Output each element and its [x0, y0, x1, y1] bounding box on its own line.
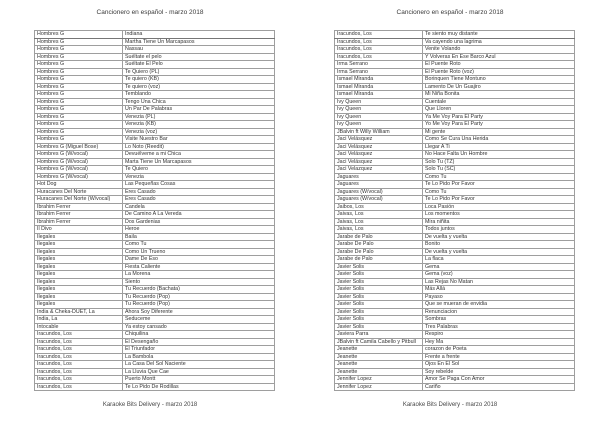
page-footer: Karaoke Bits Delivery - marzo 2018 — [102, 402, 198, 408]
song-cell: Soy rebelde — [423, 368, 575, 376]
table-row — [335, 91, 575, 99]
song-cell: Siento — [123, 278, 275, 286]
artist-cell: Ivy Queen — [335, 113, 423, 121]
table-row — [35, 316, 275, 324]
artist-cell: Hombres G — [35, 53, 123, 61]
table-row — [35, 196, 275, 204]
table-row — [35, 263, 275, 271]
table-row — [335, 68, 575, 76]
table-row — [35, 346, 275, 354]
table-row — [35, 248, 275, 256]
artist-cell: Jaci Velásquez — [335, 151, 423, 159]
artist-cell: Hombres G — [35, 38, 123, 46]
song-cell: Las Pequeñas Cosas — [123, 181, 275, 189]
table-row — [335, 46, 575, 54]
song-cell: Marta Tiene Un Marcapasos — [123, 158, 275, 166]
song-cell: La flaca — [423, 256, 575, 264]
song-cell: Ahora Soy Diferente — [123, 308, 275, 316]
artist-cell: Jaivas, Los — [335, 226, 423, 234]
song-cell: Te Lo Pido De Rodillas — [123, 383, 275, 391]
artist-cell: Ilegales — [35, 233, 123, 241]
table-row — [35, 271, 275, 279]
table-row — [335, 173, 575, 181]
table-row — [35, 91, 275, 99]
table-row — [35, 188, 275, 196]
table-row — [35, 286, 275, 294]
song-cell: Baila — [123, 233, 275, 241]
song-cell: Como Tu — [123, 241, 275, 249]
table-row — [335, 241, 575, 249]
table-row — [335, 278, 575, 286]
song-cell: Lamento De Un Guajiro — [423, 83, 575, 91]
table-row — [335, 286, 575, 294]
song-cell: Suéltate El Pelo — [123, 61, 275, 69]
artist-cell: Hombres G — [35, 31, 123, 39]
artist-cell: Ilegales — [35, 263, 123, 271]
table-row — [335, 203, 575, 211]
song-cell: Como Se Cura Una Herida — [423, 136, 575, 144]
table-row — [35, 226, 275, 234]
artist-cell: Irma Serrano — [335, 61, 423, 69]
artist-cell: Hombres G — [35, 128, 123, 136]
artist-cell: Ismael Miranda — [335, 83, 423, 91]
artist-cell: Javiera Parra — [335, 331, 423, 339]
song-cell: corazon de Poeta — [423, 346, 575, 354]
artist-cell: Iracundos, Los — [35, 346, 123, 354]
song-rows-1 — [35, 31, 275, 391]
artist-cell: Jaguares (W/vocal) — [335, 196, 423, 204]
table-row — [335, 128, 575, 136]
artist-cell: Jarabe De Palo — [335, 241, 423, 249]
song-cell: Respiro — [423, 331, 575, 339]
table-row — [35, 46, 275, 54]
artist-cell: Jaci Velásquez — [335, 136, 423, 144]
table-row — [335, 263, 575, 271]
song-cell: Dos Gardenias — [123, 218, 275, 226]
table-row — [335, 76, 575, 84]
song-cell: Solo Tu (SC) — [423, 166, 575, 174]
artist-cell: JBalvin ft Willy William — [335, 128, 423, 136]
song-cell: Tu Recuerdo (Bachata) — [123, 286, 275, 294]
song-cell: Lo Noto (Reedit) — [123, 143, 275, 151]
song-cell: Mi gente — [423, 128, 575, 136]
table-row — [335, 308, 575, 316]
song-cell: El Puente Roto (voz) — [423, 68, 575, 76]
table-row — [35, 256, 275, 264]
table-row — [335, 233, 575, 241]
artist-cell: Jaibos, Los — [335, 203, 423, 211]
song-cell: Mi Niña Bonita — [423, 91, 575, 99]
table-row — [35, 233, 275, 241]
song-cell: Chiquilina — [123, 331, 275, 339]
table-row — [35, 166, 275, 174]
artist-cell: Hombres G (W/vocal) — [35, 166, 123, 174]
table-row — [35, 293, 275, 301]
song-cell: Ojos En El Sol — [423, 361, 575, 369]
artist-cell: Iracundos, Los — [35, 376, 123, 384]
song-cell: Loca Pasión — [423, 203, 575, 211]
song-cell: Que se mueran de envidia — [423, 301, 575, 309]
artist-cell: Hombres G — [35, 91, 123, 99]
artist-cell: Ismael Miranda — [335, 91, 423, 99]
artist-cell: Ilegales — [35, 293, 123, 301]
song-cell: Tu Recuerdo (Pop) — [123, 301, 275, 309]
song-cell: Gema (voz) — [423, 271, 575, 279]
song-cell: Las Rejas No Matan — [423, 278, 575, 286]
song-table-page-1 — [34, 30, 275, 391]
artist-cell: Javier Solis — [335, 301, 423, 309]
artist-cell: Jaguares (W/vocal) — [335, 188, 423, 196]
artist-cell: Iracundos, Los — [335, 31, 423, 39]
song-cell: Te Quiero — [123, 166, 275, 174]
table-row — [335, 256, 575, 264]
artist-cell: Ilegales — [35, 241, 123, 249]
table-row — [35, 143, 275, 151]
artist-cell: Ilegales — [35, 256, 123, 264]
artist-cell: Il Divo — [35, 226, 123, 234]
table-row — [35, 68, 275, 76]
song-cell: Como Tu — [423, 188, 575, 196]
song-cell: Un Par De Palabras — [123, 106, 275, 114]
song-cell: Te siento muy distante — [423, 31, 575, 39]
artist-cell: Hombres G — [35, 98, 123, 106]
song-cell: Los momentos — [423, 211, 575, 219]
artist-cell: Jeanette — [335, 361, 423, 369]
table-row — [335, 121, 575, 129]
song-cell: Venite Volando — [423, 46, 575, 54]
artist-cell: Jaci Velazquez — [335, 166, 423, 174]
song-cell: Nassau — [123, 46, 275, 54]
song-cell: Frente a frente — [423, 353, 575, 361]
artist-cell: Hombres G — [35, 83, 123, 91]
table-row — [35, 308, 275, 316]
table-row — [335, 316, 575, 324]
song-cell: Ya Me Voy Para El Party — [423, 113, 575, 121]
table-row — [335, 106, 575, 114]
page-2 — [300, 0, 600, 424]
artist-cell: Hombres G (Miguel Bose) — [35, 143, 123, 151]
artist-cell: Hombres G (W/vocal) — [35, 158, 123, 166]
song-cell: Tengo Una Chica — [123, 98, 275, 106]
artist-cell: Ilegales — [35, 248, 123, 256]
song-cell: Devuélveme a mi Chica — [123, 151, 275, 159]
song-cell: Mira niñita — [423, 218, 575, 226]
table-row — [35, 98, 275, 106]
table-row — [335, 383, 575, 391]
table-row — [335, 331, 575, 339]
table-row — [35, 278, 275, 286]
table-row — [35, 151, 275, 159]
song-cell: No Hace Falta Un Hombre — [423, 151, 575, 159]
artist-cell: Javier Solis — [335, 323, 423, 331]
artist-cell: Jarabe De Palo — [335, 248, 423, 256]
page-header: Cancionero en español - marzo 2018 — [96, 9, 204, 16]
song-cell: Venezia — [123, 173, 275, 181]
song-cell: Te Lo Pido Por Favor — [423, 181, 575, 189]
table-row — [335, 143, 575, 151]
table-row — [35, 211, 275, 219]
artist-cell: Iracundos, Los — [35, 338, 123, 346]
artist-cell: Javier Solis — [335, 271, 423, 279]
table-row — [35, 128, 275, 136]
song-cell: Que Lloren — [423, 106, 575, 114]
artist-cell: Jennifer Lopez — [335, 383, 423, 391]
table-row — [335, 301, 575, 309]
song-cell: Seduceme — [123, 316, 275, 324]
artist-cell: Hombres G — [35, 68, 123, 76]
table-row — [35, 83, 275, 91]
artist-cell: Iracundos, Los — [335, 53, 423, 61]
table-row — [35, 301, 275, 309]
song-cell: La Casa Del Sol Naciente — [123, 361, 275, 369]
song-cell: Puerto Montt — [123, 376, 275, 384]
table-row — [335, 151, 575, 159]
artist-cell: Iracundos, Los — [35, 383, 123, 391]
artist-cell: Javier Solis — [335, 278, 423, 286]
artist-cell: Hombres G (W/vocal) — [35, 173, 123, 181]
song-cell: Temblando — [123, 91, 275, 99]
table-row — [335, 226, 575, 234]
song-cell: De vuelta y vuelta — [423, 233, 575, 241]
song-cell: Cuentale — [423, 98, 575, 106]
artist-cell: Javier Solis — [335, 263, 423, 271]
table-row — [335, 188, 575, 196]
song-cell: De vuelta y vuelta — [423, 248, 575, 256]
song-table-page-2 — [334, 30, 575, 391]
song-cell: El Puente Roto — [423, 61, 575, 69]
song-cell: Todos juntos — [423, 226, 575, 234]
song-cell: Tres Palabras — [423, 323, 575, 331]
song-cell: Va cayendo una lagrima — [423, 38, 575, 46]
song-cell: Solo Tu (TZ) — [423, 158, 575, 166]
song-cell: Cariño — [423, 383, 575, 391]
artist-cell: Hombres G — [35, 106, 123, 114]
artist-cell: India & Cheka-DUET, La — [35, 308, 123, 316]
song-cell: Venezia (voz) — [123, 128, 275, 136]
artist-cell: Jeanette — [335, 346, 423, 354]
artist-cell: Ilegales — [35, 271, 123, 279]
table-row — [335, 31, 575, 39]
table-row — [335, 376, 575, 384]
table-row — [35, 383, 275, 391]
artist-cell: Jarabe de Palo — [335, 233, 423, 241]
song-cell: La Lluvia Que Cae — [123, 368, 275, 376]
table-row — [35, 361, 275, 369]
artist-cell: Jaguares — [335, 181, 423, 189]
artist-cell: Hombres G — [35, 76, 123, 84]
song-cell: Venezia (KB) — [123, 121, 275, 129]
table-row — [335, 83, 575, 91]
song-cell: Renunciacion — [423, 308, 575, 316]
artist-cell: Iracundos, Los — [35, 368, 123, 376]
table-row — [35, 338, 275, 346]
table-row — [35, 136, 275, 144]
artist-cell: Ilegales — [35, 278, 123, 286]
table-row — [35, 323, 275, 331]
table-row — [335, 248, 575, 256]
artist-cell: Javier Solis — [335, 316, 423, 324]
artist-cell: Ismael Miranda — [335, 76, 423, 84]
artist-cell: Jeanette — [335, 368, 423, 376]
table-row — [35, 158, 275, 166]
artist-cell: JBalvin ft Camila Cabello y Pitbull — [335, 338, 423, 346]
table-row — [35, 376, 275, 384]
artist-cell: Jarabe de Palo — [335, 256, 423, 264]
table-row — [335, 293, 575, 301]
song-cell: Hey Ma — [423, 338, 575, 346]
song-cell: Gema — [423, 263, 575, 271]
song-cell: Venezia (PL) — [123, 113, 275, 121]
song-rows-2 — [335, 31, 575, 391]
artist-cell: India, La — [35, 316, 123, 324]
table-row — [335, 61, 575, 69]
song-cell: Martha Tiene Un Marcapasos — [123, 38, 275, 46]
song-cell: Ya estoy cansado — [123, 323, 275, 331]
table-row — [335, 353, 575, 361]
song-cell: Bonito — [423, 241, 575, 249]
artist-cell: Jennifer Lopez — [335, 376, 423, 384]
table-row — [335, 211, 575, 219]
artist-cell: Javier Solis — [335, 293, 423, 301]
artist-cell: Jaci Velásquez — [335, 158, 423, 166]
artist-cell: Jaivas, Los — [335, 218, 423, 226]
artist-cell: Iracundos, Los — [35, 353, 123, 361]
artist-cell: Ivy Queen — [335, 121, 423, 129]
song-cell: De Camino A La Vereda — [123, 211, 275, 219]
song-cell: El Triunfador — [123, 346, 275, 354]
artist-cell: Huracanes Del Norte (W/vocal) — [35, 196, 123, 204]
artist-cell: Hombres G — [35, 121, 123, 129]
table-row — [335, 361, 575, 369]
artist-cell: Ibrahim Ferrer — [35, 203, 123, 211]
song-cell: Sombras — [423, 316, 575, 324]
artist-cell: Irma Serrano — [335, 68, 423, 76]
artist-cell: Hombres G — [35, 136, 123, 144]
artist-cell: Ilegales — [35, 301, 123, 309]
song-cell: Payaso — [423, 293, 575, 301]
table-row — [335, 368, 575, 376]
table-row — [35, 173, 275, 181]
artist-cell: Iracundos, Los — [335, 46, 423, 54]
artist-cell: Jeanette — [335, 353, 423, 361]
song-cell: Y Volveras En Ese Barco Azul — [423, 53, 575, 61]
song-cell: Amor Se Paga Con Amor — [423, 376, 575, 384]
table-row — [335, 158, 575, 166]
song-cell: La Bambola — [123, 353, 275, 361]
table-row — [35, 53, 275, 61]
table-row — [35, 353, 275, 361]
table-row — [35, 203, 275, 211]
song-cell: Como Un Trueno — [123, 248, 275, 256]
table-row — [335, 38, 575, 46]
table-row — [335, 166, 575, 174]
song-cell: Indiana — [123, 31, 275, 39]
table-row — [35, 331, 275, 339]
artist-cell: Hombres G — [35, 61, 123, 69]
artist-cell: Ibrahim Ferrer — [35, 218, 123, 226]
song-cell: Suéltate el pelo — [123, 53, 275, 61]
song-cell: Eres Casado — [123, 188, 275, 196]
song-cell: Te Lo Pido Por Favor — [423, 196, 575, 204]
artist-cell: Hombres G — [35, 46, 123, 54]
song-cell: Te quiero (voz) — [123, 83, 275, 91]
artist-cell: Hombres G (W/vocal) — [35, 151, 123, 159]
table-row — [335, 271, 575, 279]
artist-cell: Javier Solis — [335, 308, 423, 316]
song-cell: El Desengaño — [123, 338, 275, 346]
song-cell: Eres Casado — [123, 196, 275, 204]
table-row — [35, 368, 275, 376]
song-cell: Como Tu — [423, 173, 575, 181]
artist-cell: Iracundos, Los — [35, 331, 123, 339]
table-row — [35, 106, 275, 114]
artist-cell: Hot Dog — [35, 181, 123, 189]
table-row — [335, 196, 575, 204]
song-cell: Visite Nuestro Bar — [123, 136, 275, 144]
table-row — [335, 181, 575, 189]
artist-cell: Jaivas, Los — [335, 211, 423, 219]
table-row — [35, 113, 275, 121]
artist-cell: Iracundos, Los — [335, 38, 423, 46]
song-cell: Más Allá — [423, 286, 575, 294]
table-row — [35, 181, 275, 189]
artist-cell: Ibrahim Ferrer — [35, 211, 123, 219]
song-cell: Tu Recuerdo (Pop) — [123, 293, 275, 301]
table-row — [35, 218, 275, 226]
song-cell: Te quiero (KB) — [123, 76, 275, 84]
table-row — [35, 121, 275, 129]
table-row — [335, 323, 575, 331]
song-cell: Yo Me Voy Para El Party — [423, 121, 575, 129]
artist-cell: Ivy Queen — [335, 98, 423, 106]
table-row — [35, 241, 275, 249]
table-row — [335, 346, 575, 354]
song-cell: Heroe — [123, 226, 275, 234]
table-row — [35, 76, 275, 84]
table-row — [35, 61, 275, 69]
artist-cell: Javier Solis — [335, 286, 423, 294]
song-cell: Fiesta Caliente — [123, 263, 275, 271]
table-row — [335, 98, 575, 106]
song-cell: Candela — [123, 203, 275, 211]
artist-cell: Ilegales — [35, 286, 123, 294]
song-cell: Te Quiero (PL) — [123, 68, 275, 76]
table-row — [35, 31, 275, 39]
table-row — [335, 113, 575, 121]
artist-cell: Huracanes Del Norte — [35, 188, 123, 196]
artist-cell: Ivy Queen — [335, 106, 423, 114]
song-cell: Llegar A Ti — [423, 143, 575, 151]
artist-cell: Intocable — [35, 323, 123, 331]
song-cell: La Morena — [123, 271, 275, 279]
table-row — [335, 218, 575, 226]
artist-cell: Jaci Velásquez — [335, 143, 423, 151]
table-row — [335, 338, 575, 346]
table-row — [35, 38, 275, 46]
table-row — [335, 136, 575, 144]
table-row — [335, 53, 575, 61]
artist-cell: Hombres G — [35, 113, 123, 121]
artist-cell: Jaguares — [335, 173, 423, 181]
artist-cell: Iracundos, Los — [35, 361, 123, 369]
page-footer: Karaoke Bits Delivery - marzo 2018 — [402, 402, 498, 408]
song-cell: Dame De Eso — [123, 256, 275, 264]
song-cell: Borinquen Tiene Montuno — [423, 76, 575, 84]
page-header: Cancionero en español - marzo 2018 — [396, 9, 504, 16]
